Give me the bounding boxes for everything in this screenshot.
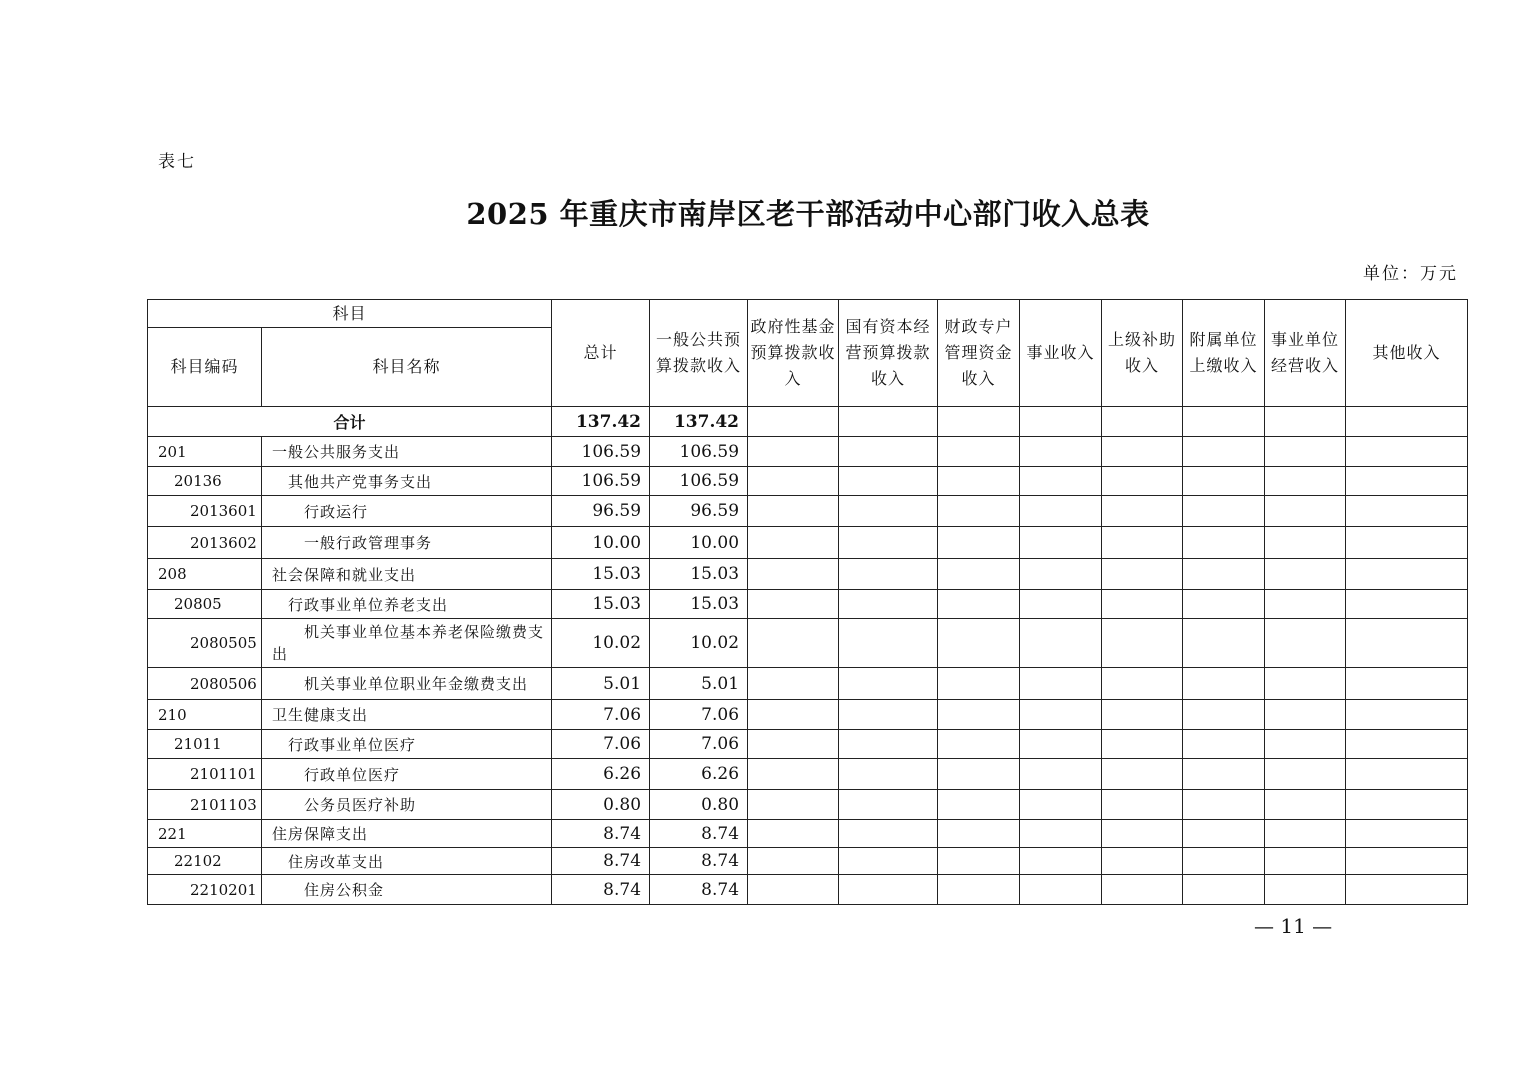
empty-cell [1020, 619, 1102, 668]
empty-cell [1020, 559, 1102, 590]
empty-cell [938, 820, 1020, 848]
empty-cell [1020, 820, 1102, 848]
empty-cell [1102, 759, 1183, 790]
subject-name-cell: 机关事业单位基本养老保险缴费支出 [262, 619, 552, 668]
general-budget-cell: 106.59 [650, 437, 748, 467]
subject-code-cell: 2080505 [148, 619, 262, 668]
empty-cell [748, 848, 839, 875]
page-number: — 11 — [1254, 914, 1333, 938]
empty-cell [938, 730, 1020, 759]
total-cell: 8.74 [552, 820, 650, 848]
empty-cell [1020, 759, 1102, 790]
empty-cell [1102, 590, 1183, 619]
header-subject-group: 科目 [148, 300, 552, 328]
empty-cell [1265, 496, 1346, 527]
empty-cell [1265, 875, 1346, 905]
total-cell: 106.59 [552, 437, 650, 467]
empty-cell [1183, 700, 1265, 730]
general-budget-cell: 8.74 [650, 820, 748, 848]
empty-cell [1020, 527, 1102, 559]
table-row [148, 496, 1468, 527]
header-business-operation: 事业单位经营收入 [1265, 300, 1346, 407]
table-row [148, 590, 1468, 619]
empty-cell [1102, 848, 1183, 875]
empty-cell [1346, 820, 1468, 848]
subject-code-cell: 221 [148, 820, 262, 848]
subject-code-cell: 20136 [148, 467, 262, 496]
empty-cell [839, 875, 938, 905]
subject-code-cell: 2013602 [148, 527, 262, 559]
subject-name-cell: 住房公积金 [262, 875, 552, 905]
table-row [148, 467, 1468, 496]
empty-cell [938, 619, 1020, 668]
empty-cell [1346, 700, 1468, 730]
empty-cell [1183, 496, 1265, 527]
subject-name-cell: 行政事业单位养老支出 [262, 590, 552, 619]
table-row [148, 790, 1468, 820]
empty-cell [938, 790, 1020, 820]
subject-code-cell: 2101101 [148, 759, 262, 790]
subject-name-cell: 机关事业单位职业年金缴费支出 [262, 668, 552, 700]
empty-cell [839, 467, 938, 496]
header-subject-code: 科目编码 [148, 328, 262, 407]
subject-code-cell: 210 [148, 700, 262, 730]
empty-cell [748, 527, 839, 559]
general-budget-cell: 0.80 [650, 790, 748, 820]
empty-cell [1346, 619, 1468, 668]
subject-name-cell: 卫生健康支出 [262, 700, 552, 730]
empty-cell [938, 668, 1020, 700]
empty-cell [1020, 700, 1102, 730]
general-budget-cell: 7.06 [650, 700, 748, 730]
total-cell: 106.59 [552, 467, 650, 496]
empty-cell [1183, 790, 1265, 820]
empty-cell [938, 527, 1020, 559]
total-row [148, 407, 1468, 437]
table-body [148, 407, 1468, 905]
empty-cell [938, 467, 1020, 496]
general-budget-cell: 8.74 [650, 848, 748, 875]
empty-cell [1020, 467, 1102, 496]
general-budget-cell: 96.59 [650, 496, 748, 527]
header-superior-subsidy: 上级补助收入 [1102, 300, 1183, 407]
total-cell: 8.74 [552, 875, 650, 905]
total-label: 合计 [148, 407, 552, 437]
empty-cell [1183, 875, 1265, 905]
empty-cell [1265, 559, 1346, 590]
empty-cell [938, 875, 1020, 905]
empty-cell [1102, 668, 1183, 700]
total-cell: 10.00 [552, 527, 650, 559]
empty-cell [748, 730, 839, 759]
empty-cell [748, 467, 839, 496]
empty-cell [938, 759, 1020, 790]
empty-cell [1183, 527, 1265, 559]
empty-cell [839, 759, 938, 790]
general-budget-cell: 106.59 [650, 467, 748, 496]
empty-cell [1346, 437, 1468, 467]
empty-cell [1102, 875, 1183, 905]
empty-cell [1265, 790, 1346, 820]
empty-cell [1020, 496, 1102, 527]
subject-name-cell: 住房保障支出 [262, 820, 552, 848]
empty-cell [938, 559, 1020, 590]
table-row [148, 730, 1468, 759]
empty-cell [1102, 559, 1183, 590]
subject-name-cell: 行政运行 [262, 496, 552, 527]
header-other-income: 其他收入 [1346, 300, 1468, 407]
empty-cell [1265, 619, 1346, 668]
empty-cell [748, 790, 839, 820]
empty-cell [748, 820, 839, 848]
empty-cell [748, 619, 839, 668]
empty-cell [1183, 619, 1265, 668]
header-state-capital: 国有资本经营预算拨款收入 [839, 300, 938, 407]
table-row [148, 559, 1468, 590]
empty-cell [938, 590, 1020, 619]
table-row [148, 820, 1468, 848]
empty-cell [1102, 619, 1183, 668]
table-row [148, 759, 1468, 790]
empty-cell [1020, 790, 1102, 820]
empty-cell [1265, 730, 1346, 759]
empty-cell [1102, 700, 1183, 730]
empty-cell [1265, 467, 1346, 496]
empty-cell [1265, 437, 1346, 467]
empty-cell [1346, 759, 1468, 790]
empty-cell [1346, 590, 1468, 619]
empty-cell [1265, 668, 1346, 700]
empty-cell [1183, 437, 1265, 467]
empty-cell [839, 668, 938, 700]
header-affiliated-payment: 附属单位上缴收入 [1183, 300, 1265, 407]
subject-name-cell: 公务员医疗补助 [262, 790, 552, 820]
empty-cell [1020, 668, 1102, 700]
empty-cell [839, 527, 938, 559]
empty-cell [1183, 759, 1265, 790]
empty-cell [1183, 730, 1265, 759]
general-budget-cell: 15.03 [650, 590, 748, 619]
table-row [148, 875, 1468, 905]
empty-cell [839, 848, 938, 875]
total-cell: 7.06 [552, 730, 650, 759]
empty-cell [748, 759, 839, 790]
subject-name-cell: 行政单位医疗 [262, 759, 552, 790]
subject-code-cell: 208 [148, 559, 262, 590]
empty-cell [1346, 527, 1468, 559]
empty-cell [1346, 790, 1468, 820]
empty-cell [839, 437, 938, 467]
empty-cell [1265, 820, 1346, 848]
empty-cell [1183, 820, 1265, 848]
empty-cell [748, 437, 839, 467]
empty-cell [1020, 590, 1102, 619]
total-general-budget: 137.42 [650, 407, 748, 437]
empty-cell [1102, 790, 1183, 820]
subject-name-cell: 住房改革支出 [262, 848, 552, 875]
empty-cell [839, 790, 938, 820]
empty-cell [1102, 820, 1183, 848]
empty-cell [1265, 527, 1346, 559]
empty-cell [1102, 730, 1183, 759]
total-cell: 5.01 [552, 668, 650, 700]
general-budget-cell: 10.00 [650, 527, 748, 559]
revenue-table [147, 299, 1468, 905]
empty-cell [1346, 496, 1468, 527]
total-cell: 15.03 [552, 559, 650, 590]
empty-cell [839, 730, 938, 759]
general-budget-cell: 15.03 [650, 559, 748, 590]
document-title: 2025 年重庆市南岸区老干部活动中心部门收入总表 [466, 197, 1150, 231]
empty-cell [1183, 559, 1265, 590]
unit-label: 单位：万元 [1363, 264, 1458, 284]
empty-cell [1346, 730, 1468, 759]
table-label: 表七 [158, 152, 196, 172]
empty-cell [1346, 668, 1468, 700]
empty-cell [938, 700, 1020, 730]
subject-name-cell: 社会保障和就业支出 [262, 559, 552, 590]
general-budget-cell: 5.01 [650, 668, 748, 700]
subject-code-cell: 2210201 [148, 875, 262, 905]
empty-cell [839, 700, 938, 730]
table-row [148, 437, 1468, 467]
empty-cell [1020, 437, 1102, 467]
total-cell: 15.03 [552, 590, 650, 619]
empty-cell [1346, 467, 1468, 496]
empty-cell [839, 496, 938, 527]
table-row [148, 619, 1468, 668]
total-cell: 0.80 [552, 790, 650, 820]
empty-cell [748, 559, 839, 590]
general-budget-cell: 8.74 [650, 875, 748, 905]
total-cell: 7.06 [552, 700, 650, 730]
total-cell: 6.26 [552, 759, 650, 790]
empty-cell [748, 668, 839, 700]
empty-cell [1183, 467, 1265, 496]
header-gov-fund: 政府性基金预算拨款收入 [748, 300, 839, 407]
empty-cell [839, 820, 938, 848]
empty-cell [1183, 590, 1265, 619]
general-budget-cell: 7.06 [650, 730, 748, 759]
empty-cell [1183, 848, 1265, 875]
empty-cell [1102, 467, 1183, 496]
subject-code-cell: 20805 [148, 590, 262, 619]
empty-cell [748, 875, 839, 905]
empty-cell [1102, 527, 1183, 559]
empty-cell [748, 700, 839, 730]
table-row [148, 668, 1468, 700]
header-fiscal-account: 财政专户管理资金收入 [938, 300, 1020, 407]
subject-code-cell: 201 [148, 437, 262, 467]
general-budget-cell: 10.02 [650, 619, 748, 668]
empty-cell [1020, 730, 1102, 759]
empty-cell [1346, 875, 1468, 905]
empty-cell [1102, 496, 1183, 527]
total-cell: 96.59 [552, 496, 650, 527]
total-cell: 8.74 [552, 848, 650, 875]
empty-cell [938, 848, 1020, 875]
total-amount: 137.42 [552, 407, 650, 437]
empty-cell [1346, 559, 1468, 590]
empty-cell [1183, 668, 1265, 700]
empty-cell [1020, 848, 1102, 875]
empty-cell [839, 590, 938, 619]
table-row [148, 848, 1468, 875]
empty-cell [1265, 590, 1346, 619]
total-cell: 10.02 [552, 619, 650, 668]
empty-cell [1020, 875, 1102, 905]
subject-code-cell: 22102 [148, 848, 262, 875]
header-general-budget: 一般公共预算拨款收入 [650, 300, 748, 407]
subject-name-cell: 一般行政管理事务 [262, 527, 552, 559]
subject-code-cell: 2080506 [148, 668, 262, 700]
subject-name-cell: 其他共产党事务支出 [262, 467, 552, 496]
subject-code-cell: 2101103 [148, 790, 262, 820]
empty-cell [1265, 759, 1346, 790]
subject-code-cell: 21011 [148, 730, 262, 759]
subject-name-cell: 行政事业单位医疗 [262, 730, 552, 759]
table-row [148, 527, 1468, 559]
empty-cell [1102, 437, 1183, 467]
subject-code-cell: 2013601 [148, 496, 262, 527]
empty-cell [748, 496, 839, 527]
table-row [148, 700, 1468, 730]
empty-cell [1346, 848, 1468, 875]
subject-name-cell: 一般公共服务支出 [262, 437, 552, 467]
empty-cell [1265, 848, 1346, 875]
header-business-income: 事业收入 [1020, 300, 1102, 407]
empty-cell [839, 559, 938, 590]
empty-cell [938, 437, 1020, 467]
general-budget-cell: 6.26 [650, 759, 748, 790]
empty-cell [839, 619, 938, 668]
header-total: 总计 [552, 300, 650, 407]
empty-cell [938, 496, 1020, 527]
empty-cell [748, 590, 839, 619]
header-subject-name: 科目名称 [262, 328, 552, 407]
empty-cell [1265, 700, 1346, 730]
